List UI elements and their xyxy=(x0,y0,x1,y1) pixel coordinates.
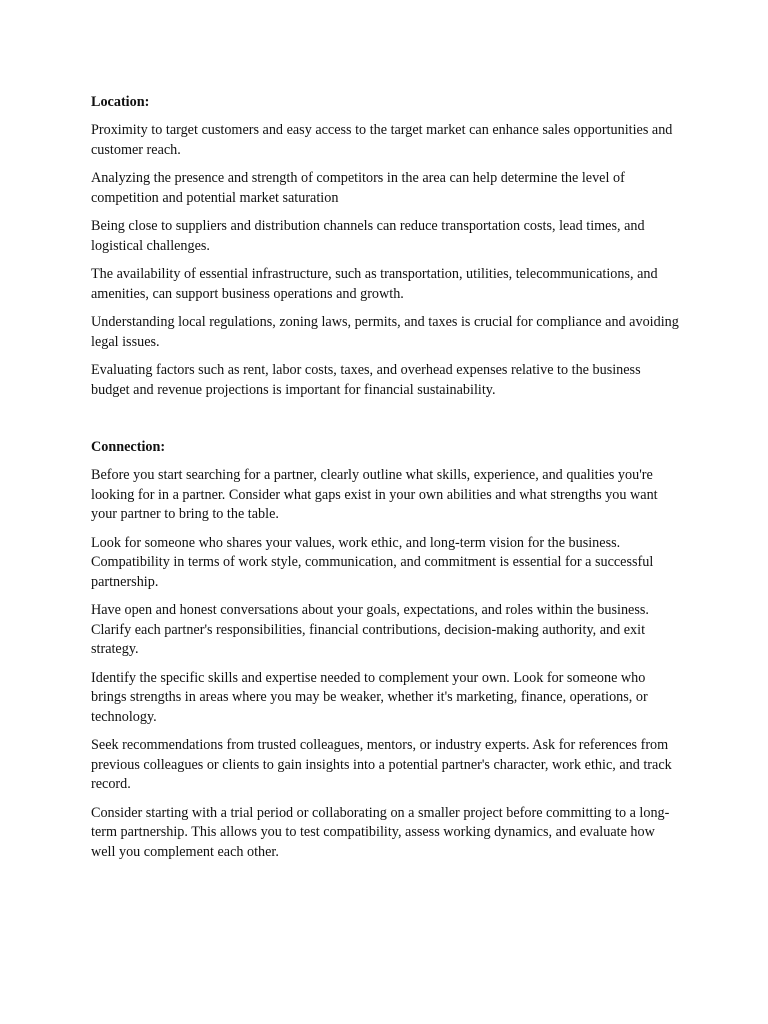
connection-section xyxy=(91,437,681,862)
location-section xyxy=(91,92,681,400)
location-paragraph-suppliers: Being close to suppliers and distribution channels can reduce transportation costs, lead times, and logistical challenges. xyxy=(91,218,645,254)
connection-paragraph-skills: Identify the specific skills and expertise needed to complement your own. Look for someone who brings strengths in areas where you may be weaker, whether it's marketing, finance, operations, or technology. xyxy=(91,669,648,725)
location-paragraph-proximity: Proximity to target customers and easy access to the target market can enhance sales opportunities and customer reach. xyxy=(91,122,673,158)
location-heading: Location: xyxy=(91,94,150,110)
document-content xyxy=(91,92,681,871)
connection-paragraph-recommendations: Seek recommendations from trusted colleagues, mentors, or industry experts. Ask for references from previous colleagues or clients to gain insights into a potential partner's character, work ethic, and track record. xyxy=(91,737,672,792)
connection-paragraph-trial: Consider starting with a trial period or collaborating on a smaller project before committing to a long-term partnership. This allows you to test compatibility, assess working dynamics, and evaluate how well you complement each other. xyxy=(91,804,670,860)
connection-heading: Connection: xyxy=(91,439,166,455)
location-paragraph-regulations: Understanding local regulations, zoning laws, permits, and taxes is crucial for compliance and avoiding legal issues. xyxy=(91,314,679,350)
section-spacer xyxy=(91,409,681,437)
location-paragraph-costs: Evaluating factors such as rent, labor costs, taxes, and overhead expenses relative to the business budget and revenue projections is important for financial sustainability. xyxy=(91,362,641,398)
connection-paragraph-outline: Before you start searching for a partner, clearly outline what skills, experience, and qualities you're looking for in a partner. Consider what gaps exist in your own abilities and what strengths you want your partner to bring to the table. xyxy=(91,467,658,522)
location-paragraph-infrastructure: The availability of essential infrastructure, such as transportation, utilities, telecommunications, and amenities, can support business operations and growth. xyxy=(91,266,658,302)
location-paragraph-competition: Analyzing the presence and strength of competitors in the area can help determine the level of competition and potential market saturation xyxy=(91,170,625,206)
connection-paragraph-conversations: Have open and honest conversations about your goals, expectations, and roles within the business. Clarify each partner's responsibilities, financial contributions, decision-making authority, and exit strategy. xyxy=(91,602,649,657)
connection-paragraph-values: Look for someone who shares your values, work ethic, and long-term vision for the business. Compatibility in terms of work style, communication, and commitment is essential for a successful partnership. xyxy=(91,534,654,590)
